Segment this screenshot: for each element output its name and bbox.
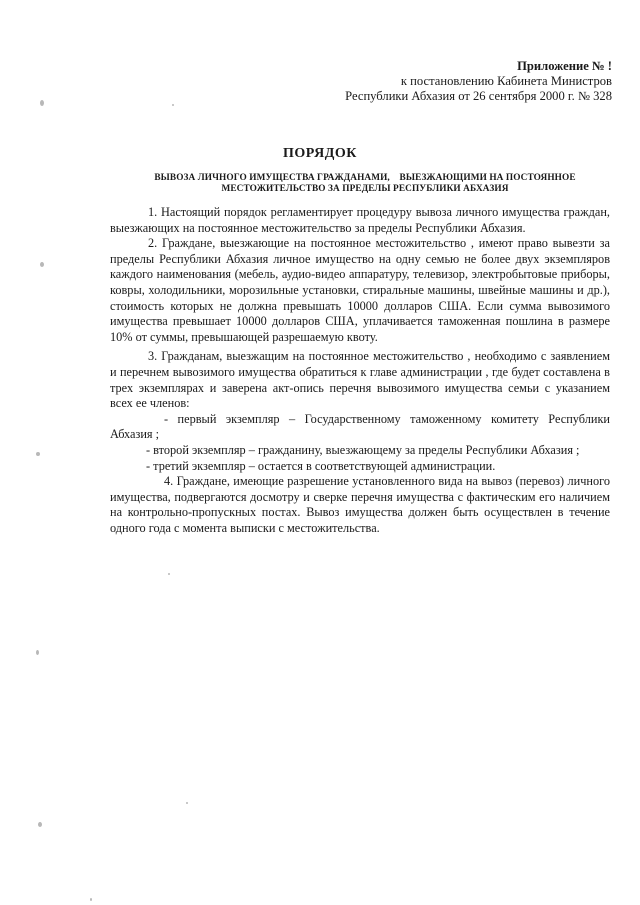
scan-speck xyxy=(172,104,174,106)
scan-speck xyxy=(90,898,92,901)
annex-header xyxy=(282,59,612,104)
scan-speck xyxy=(186,802,188,804)
paragraph-4: 4. Граждане, имеющие разрешение установленного вида на вывоз (перевоз) личного имущества, подвергаются досмотру и сверке перечня имущества с фактическим его наличием на контрольно-пропускных постах. Вывоз имущества должен быть осуществлен в течение одного года с момента выписки с местожительства. xyxy=(110,474,610,535)
paragraph-2: 2. Граждане, выезжающие на постоянное местожительство , имеют право вывезти за пределы Республики Абхазия личное имущество на одну семью не более двух экземпляров каждого наименования (мебель, аудио-видео аппаратуру, телевизор, электробытовые приборы, ковры, холодильники, морозильные установки, стиральные машины, швейные машины и др.), стоимость которых не должна превышать 10000 долларов США. Если сумма вывозимого имущества превышает 10000 долларов США, уплачивается таможенная пошлина в размере 10% от суммы, превышающей разрешаемую квоту. xyxy=(110,236,610,344)
scan-speck xyxy=(36,650,39,655)
paragraph-3: 3. Гражданам, выезжащим на постоянное местожительство , необходимо с заявлением и перечнем вывозимого имущества обратиться к главе администрации , где будет составлена в трех экземплярах и заверена акт-опись перечня вывозимого имущества семьи с указанием всех ее членов: xyxy=(110,349,610,411)
list-item-1: - первый экземпляр – Государственному таможенному комитету Республики Абхазия ; xyxy=(110,411,610,442)
document-body xyxy=(110,205,610,536)
subtitle-line-1: ВЫВОЗА ЛИЧНОГО ИМУЩЕСТВА ГРАЖДАНАМИ, ВЫЕЗЖАЮЩИМИ НА ПОСТОЯННОЕ xyxy=(154,173,576,183)
subtitle-line-2: МЕСТОЖИТЕЛЬСТВО ЗА ПРЕДЕЛЫ РЕСПУБЛИКИ АБХАЗИЯ xyxy=(221,184,509,194)
document-title: ПОРЯДОК xyxy=(283,146,357,161)
list-item-3: - третий экземпляр – остается в соответствующей администрации. xyxy=(146,458,496,473)
annex-date: Республики Абхазия от 26 сентября 2000 г. № 328 xyxy=(345,89,612,103)
list-item-2: - второй экземпляр – гражданину, выезжающему за пределы Республики Абхазия ; xyxy=(146,442,580,457)
paragraph-1: 1. Настоящий порядок регламентирует процедуру вывоза личного имущества граждан, выезжающих на постоянное местожительство за пределы Республики Абхазия. xyxy=(110,205,610,235)
scan-speck xyxy=(40,262,44,267)
annex-number: Приложение № ! xyxy=(517,59,612,73)
scan-speck xyxy=(36,452,40,456)
scan-speck xyxy=(38,822,42,827)
annex-decree: к постановлению Кабинета Министров xyxy=(400,74,612,88)
scan-speck xyxy=(40,100,44,106)
document-subtitle xyxy=(130,173,600,195)
scan-speck xyxy=(168,573,170,575)
